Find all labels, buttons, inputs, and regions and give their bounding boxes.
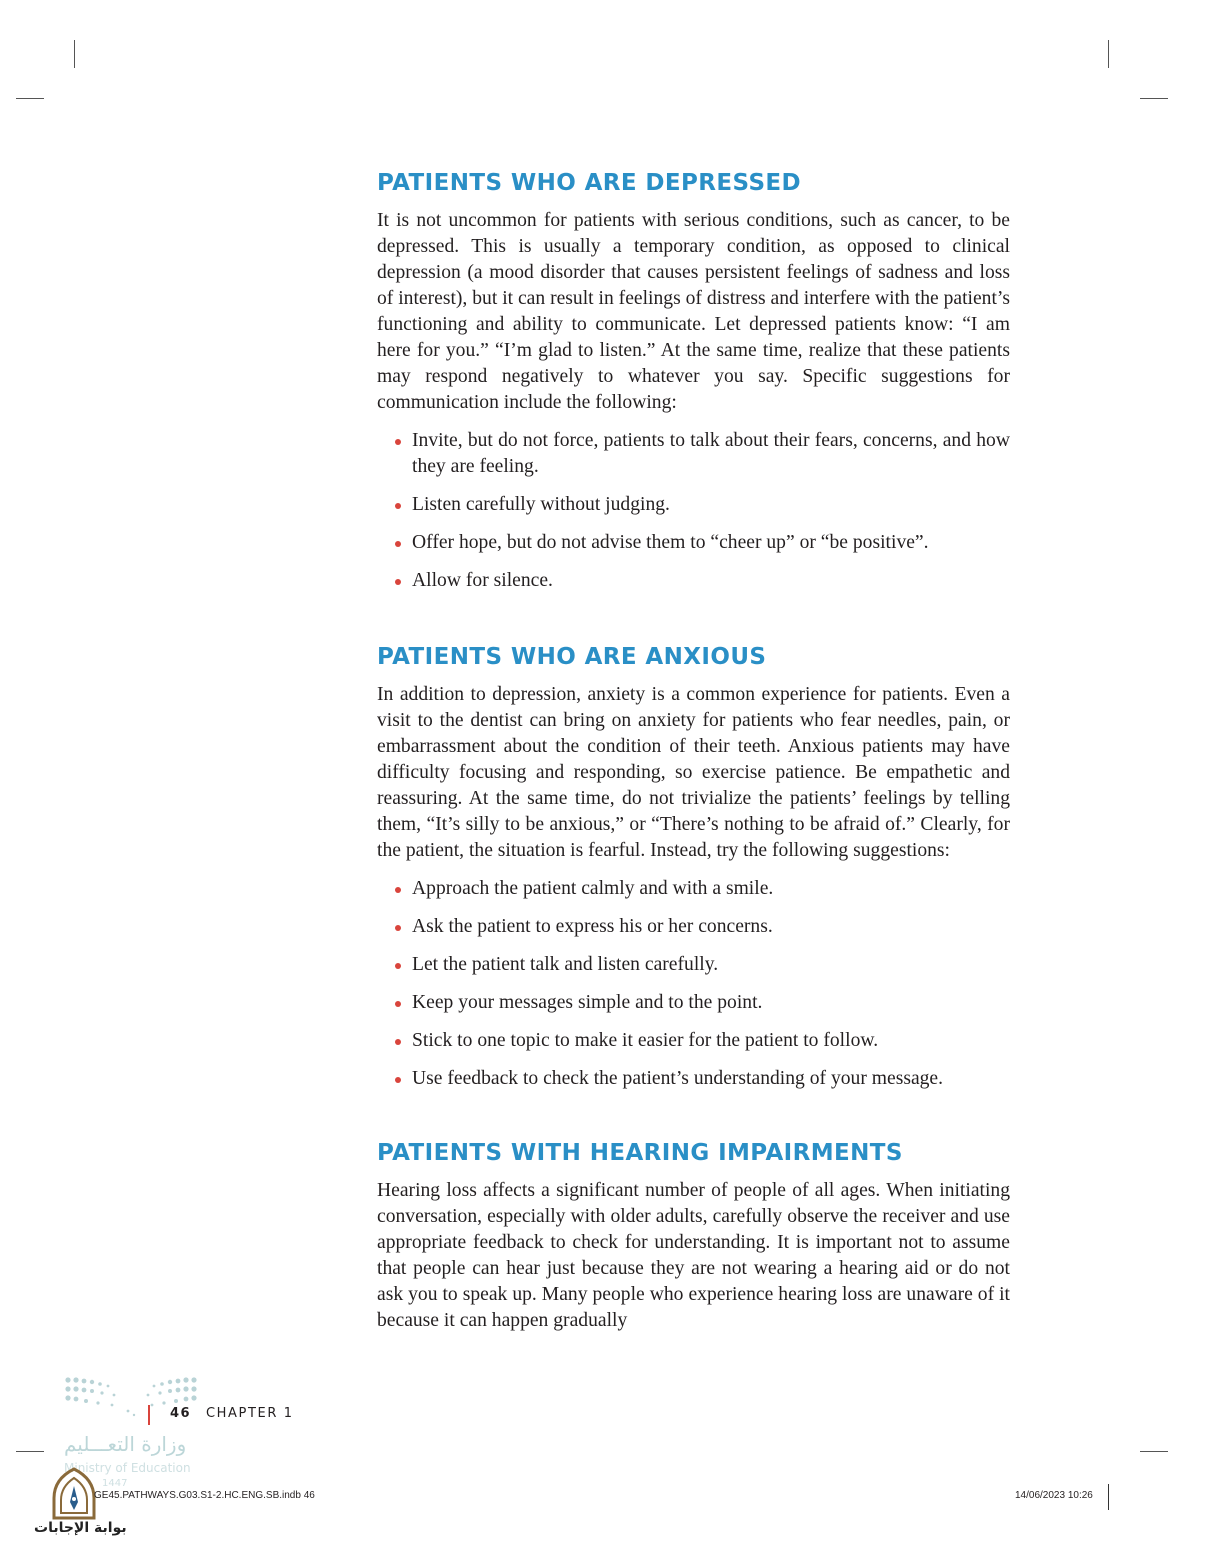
bullet-icon <box>395 503 401 509</box>
bullet-icon <box>395 963 401 969</box>
bullet-icon <box>395 887 401 893</box>
list-item: Listen carefully without judging. <box>395 492 1010 518</box>
ministry-watermark-en: Ministry of Education <box>64 1461 191 1475</box>
section-paragraph: In addition to depression, anxiety is a common experience for patients. Even a visit to the dentist can bring on anxiety for patients who fear needles, pain, or embarrassment about the condition of their teeth. Anxious patients may have difficulty focusing and responding, so exercise patience. Be empathetic and reassuring. At the same time, do not trivialize the patients’ feelings by telling them, “It’s silly to be anxious,” or “There’s nothing to be afraid of.” Clearly, for the patient, the situation is fearful. Instead, try the following suggestions: <box>377 684 1010 861</box>
file-slug: GE45.PATHWAYS.G03.S1-2.HC.ENG.SB.indb 46 <box>94 1490 315 1501</box>
section-hearing <box>377 1138 1010 1334</box>
list-item: Allow for silence. <box>395 568 1010 594</box>
list-item: Use feedback to check the patient’s understanding of your message. <box>395 1066 1010 1092</box>
bullet-icon <box>395 1001 401 1007</box>
bullet-icon <box>395 1077 401 1083</box>
list-item: Let the patient talk and listen carefully. <box>395 952 1010 978</box>
crop-mark <box>1108 1484 1109 1510</box>
bullet-icon <box>395 1039 401 1045</box>
section-paragraph: Hearing loss affects a significant number of people of all ages. When initiating conversation, especially with older adults, carefully observe the receiver and use appropriate feedback to check for understanding. It is important not to assume that people can hear just because they are not wearing a hearing aid or do not ask you to speak up. Many people who experience hearing loss are unaware of it because it can happen gradually <box>377 1180 1010 1331</box>
ministry-watermark-ar: وزارة التعـــليم <box>64 1432 187 1456</box>
bullet-icon <box>395 579 401 585</box>
section-anxious <box>377 642 1010 1092</box>
section-depressed <box>377 168 1010 594</box>
crop-mark <box>1140 98 1168 99</box>
crop-mark <box>16 1451 44 1452</box>
page-number: 46 <box>170 1406 192 1421</box>
section-heading: PATIENTS WITH HEARING IMPAIRMENTS <box>377 1140 903 1166</box>
list-item: Approach the patient calmly and with a smile. <box>395 876 1010 902</box>
bullet-icon <box>395 439 401 445</box>
list-item: Offer hope, but do not advise them to “cheer up” or “be positive”. <box>395 530 1010 556</box>
bullet-icon <box>395 541 401 547</box>
section-heading: PATIENTS WHO ARE ANXIOUS <box>377 644 767 670</box>
crop-mark <box>74 40 75 68</box>
list-item: Keep your messages simple and to the point. <box>395 990 1010 1016</box>
portal-name: بوابة الإجابات <box>34 1520 127 1536</box>
bullet-list <box>377 428 1010 594</box>
portal-logo-icon <box>48 1466 100 1522</box>
slug-date: 14/06/2023 10:26 <box>1015 1490 1093 1501</box>
bullet-list <box>377 876 1010 1092</box>
crop-mark <box>1108 40 1109 68</box>
list-item: Ask the patient to express his or her concerns. <box>395 914 1010 940</box>
section-paragraph: It is not uncommon for patients with serious conditions, such as cancer, to be depressed. This is usually a temporary condition, as opposed to clinical depression (a mood disorder that causes persistent feelings of sadness and loss of interest), but it can result in feelings of distress and interfere with the patient’s functioning and ability to communicate. Let depressed patients know: “I am here for you.” “I’m glad to listen.” At the same time, realize that these patients may respond negatively to whatever you say. Specific suggestions for communication include the following: <box>377 210 1010 413</box>
section-heading: PATIENTS WHO ARE DEPRESSED <box>377 170 802 196</box>
footer-divider <box>148 1405 150 1425</box>
bullet-icon <box>395 925 401 931</box>
crop-mark <box>16 98 44 99</box>
ministry-year: 1447 <box>102 1478 128 1489</box>
page-content <box>377 168 1010 1334</box>
chapter-label: CHAPTER 1 <box>206 1406 294 1421</box>
list-item: Invite, but do not force, patients to talk about their fears, concerns, and how they are feeling. <box>395 428 1010 480</box>
list-item: Stick to one topic to make it easier for the patient to follow. <box>395 1028 1010 1054</box>
crop-mark <box>1140 1451 1168 1452</box>
